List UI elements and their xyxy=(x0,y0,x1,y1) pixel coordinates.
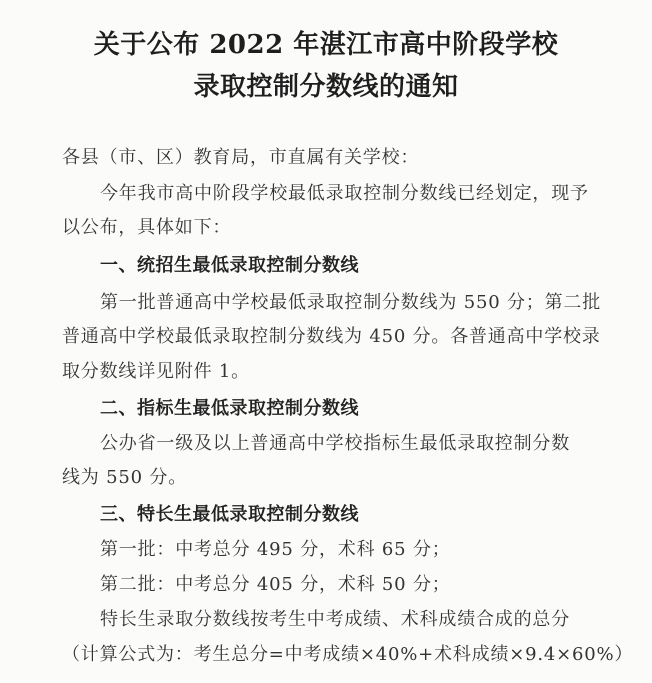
section-1-line-1: 第一批普通高中学校最低录取控制分数线为 550 分；第二批 xyxy=(100,292,601,313)
section-2-heading: 二、指标生最低录取控制分数线 xyxy=(100,398,359,419)
section-3-batch-1: 第一批：中考总分 495 分，术科 65 分； xyxy=(100,539,451,560)
section-1-line-3: 取分数线详见附件 1。 xyxy=(62,361,250,382)
section-3-batch-2: 第二批：中考总分 405 分，术科 50 分； xyxy=(100,574,451,595)
section-3-note-line-1: 特长生录取分数线按考生中考成绩、术科成绩合成的总分 xyxy=(100,609,570,630)
intro-line-2: 以公布，具体如下： xyxy=(62,217,232,238)
document-title-line-2: 录取控制分数线的通知 xyxy=(193,72,459,102)
section-1-heading: 一、统招生最低录取控制分数线 xyxy=(100,255,359,276)
document-title-line-1: 关于公布 2022 年湛江市高中阶段学校 xyxy=(93,30,559,60)
section-3-heading: 三、特长生最低录取控制分数线 xyxy=(100,504,359,525)
section-2-line-1: 公办省一级及以上普通高中学校指标生最低录取控制分数 xyxy=(100,433,570,454)
salutation: 各县（市、区）教育局，市直属有关学校： xyxy=(62,147,420,168)
section-2-line-2: 线为 550 分。 xyxy=(62,467,187,488)
section-1-line-2: 普通高中学校最低录取控制分数线为 450 分。各普通高中学校录 xyxy=(62,326,601,347)
intro-line-1: 今年我市高中阶段学校最低录取控制分数线已经划定，现予 xyxy=(100,183,589,204)
section-3-note-line-2: （计算公式为：考生总分=中考成绩×40%+术科成绩×9.4×60%） xyxy=(62,644,634,665)
